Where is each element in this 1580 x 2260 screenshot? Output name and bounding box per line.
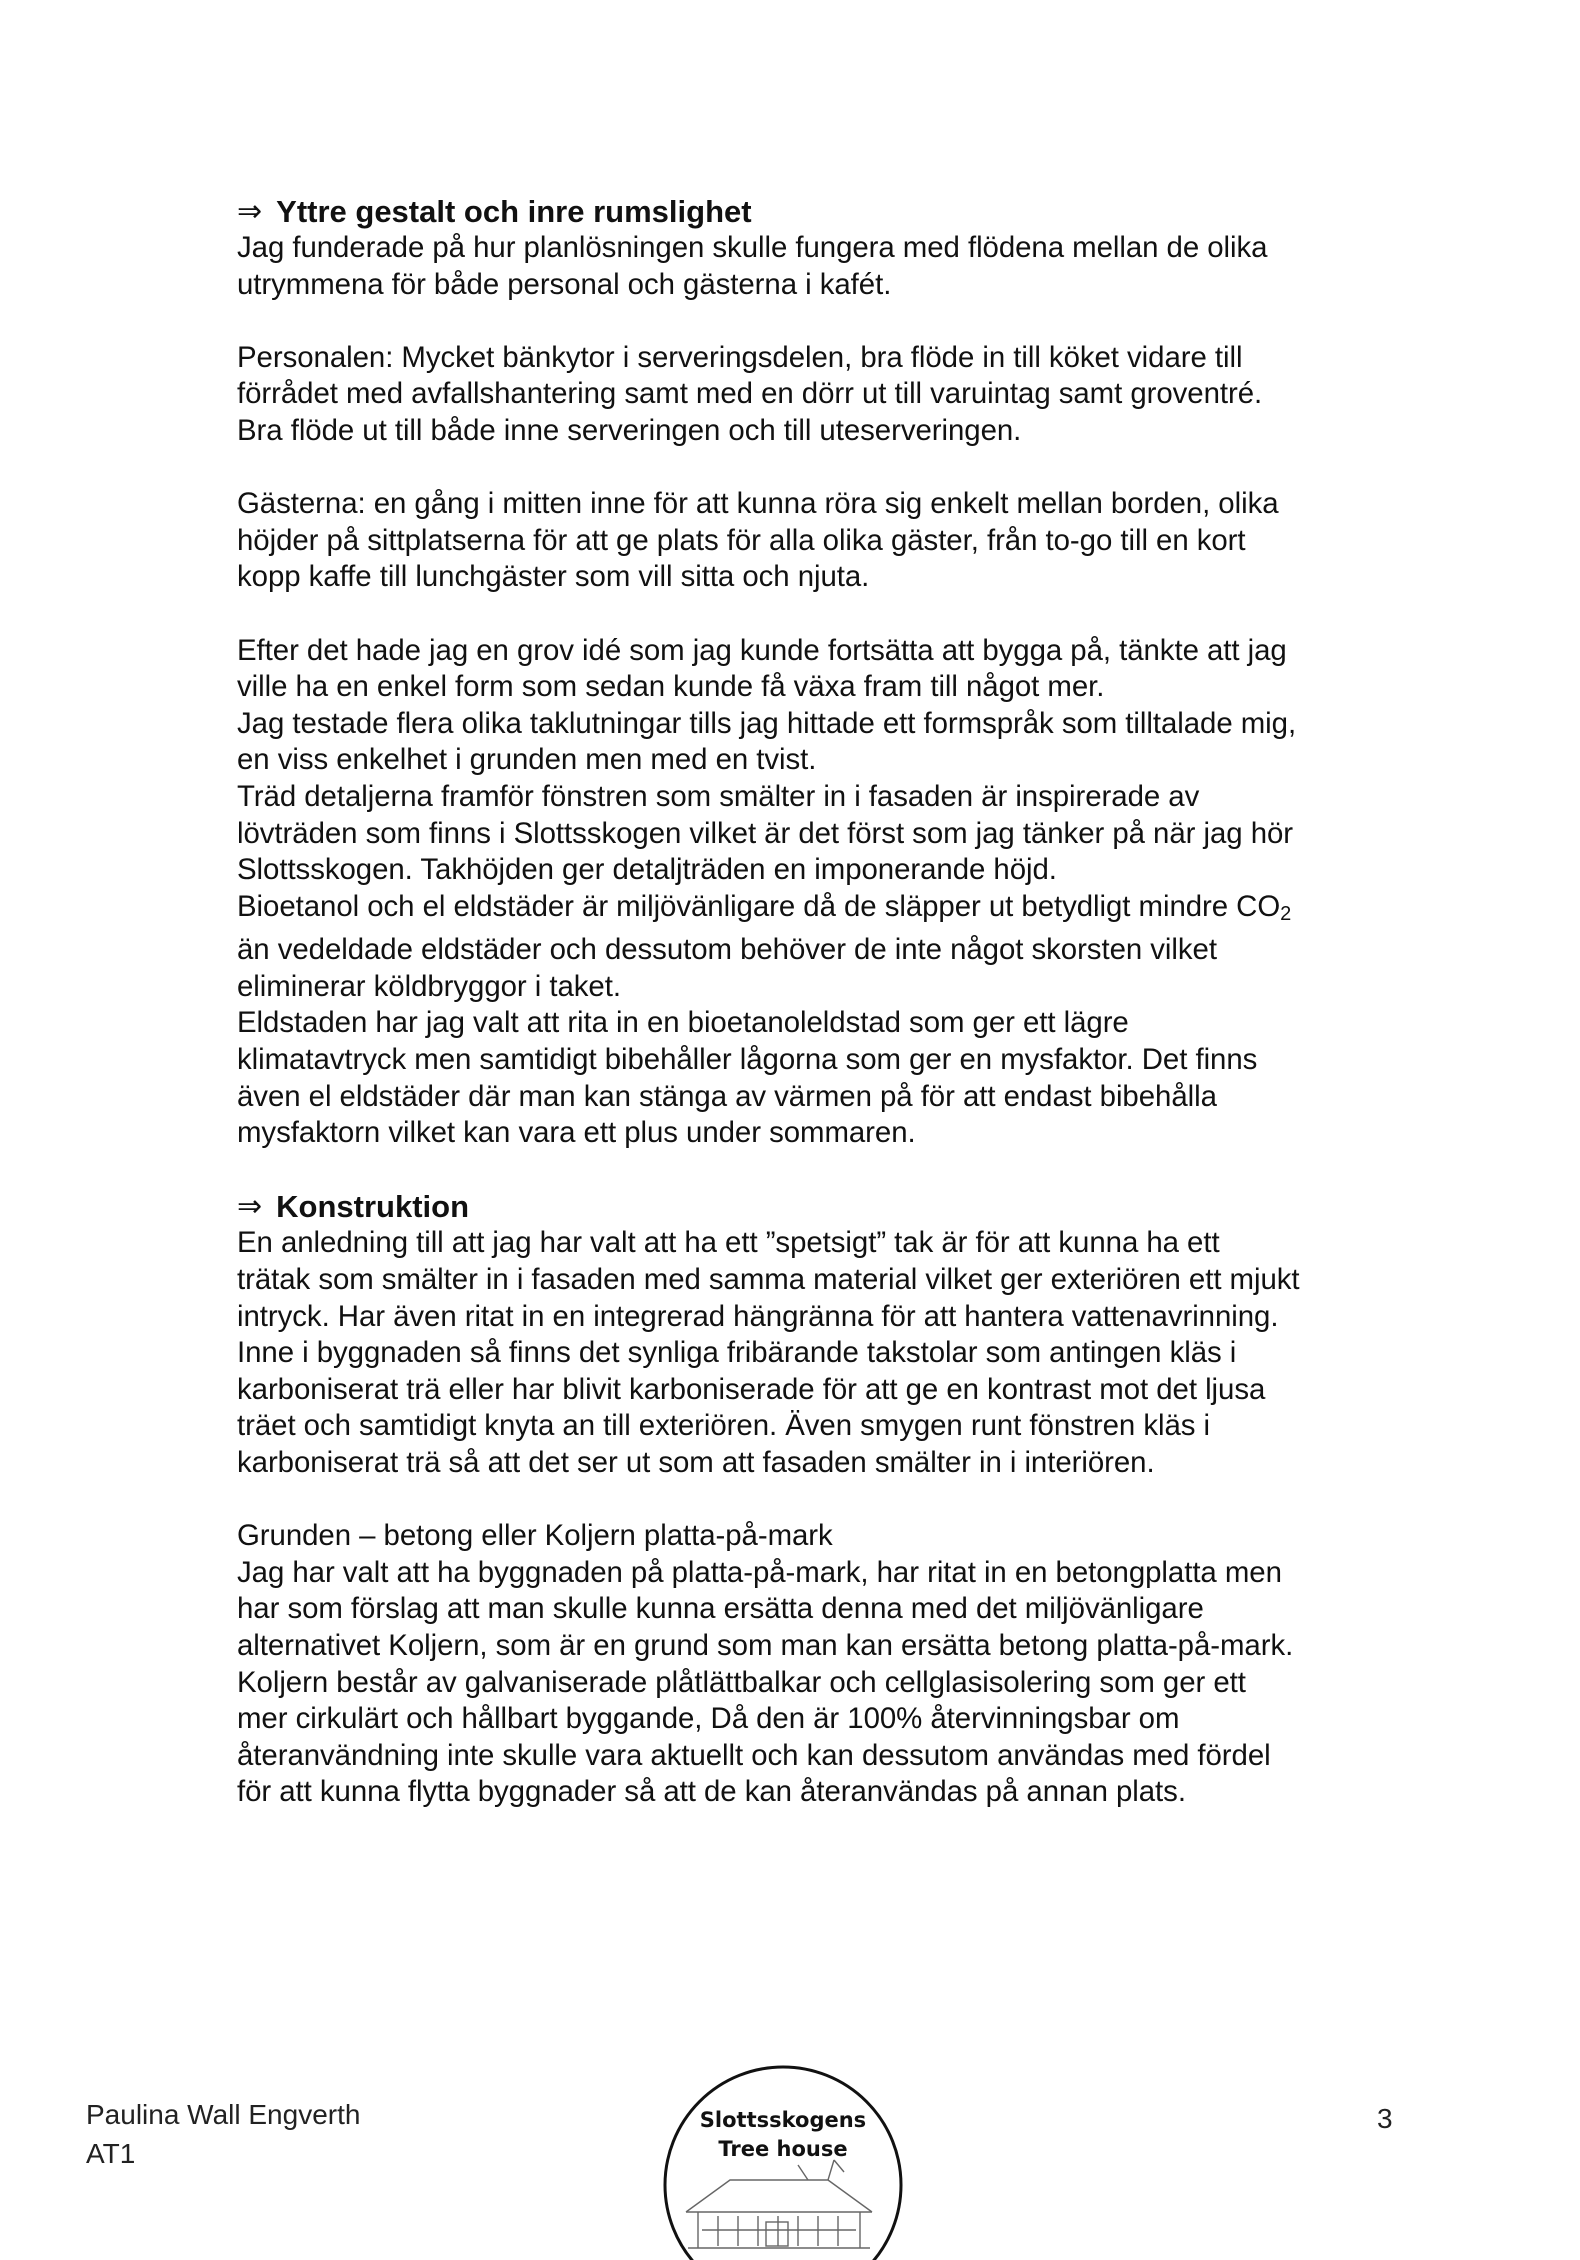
logo-title-line2: Tree house: [718, 2137, 848, 2161]
footer-course: AT1: [86, 2138, 136, 2169]
paragraph: Efter det hade jag en grov idé som jag kunde fortsätta att bygga på, tänkte att jag ville ha en enkel form som sedan kunde få växa fram till något mer. Jag testade flera olika taklutningar tills jag hittade ett formspråk som tilltalade mig, en viss enkelhet i grunden men med en tvist. Träd detaljerna framför fönstren som smälter in i fasaden är inspirerade av lövträden som finns i Slottsskogen vilket är det först som jag tänker på när jag hör Slottsskogen. Takhöjden ger detaljträden en imponerande höjd. Bioetanol och el eldstäder är miljövänligare då de släpper ut betydligt mindre $CO_2$ än vedeldade eldstäder och dessutom behöver de inte något skorsten vilket eliminerar köldbryggor i taket. Eldstaden har jag valt att rita in en bioetanoleldstad som ger ett lägre klimatavtryck men samtidigt bibehåller lågorna som ger en mysfaktor. Det finns även el eldstäder där man kan stänga av värmen på för att endast bibehålla mysfaktorn vilket kan vara ett plus under sommaren.: [237, 633, 1297, 1150]
subscript: 2: [1280, 902, 1292, 925]
document-body: [237, 193, 1417, 1811]
section-heading-konstruktion: ⇒ Konstruktion: [237, 1189, 470, 1225]
logo-title-line1: Slottsskogens: [699, 2108, 867, 2132]
page-number: 3: [1377, 2103, 1393, 2134]
arrow-right-icon: ⇒: [237, 1190, 263, 1224]
paragraph: En anledning till att jag har valt att ha ett ”spetsigt” tak är för att kunna ha ett trätak som smälter in i fasaden med samma material vilket ger exteriören ett mjukt intryck. Har även ritat in en integrerad hängränna för att hantera vattenavrinning. Inne i byggnaden så finns det synliga fribärande takstolar som antingen kläs i karboniserat trä eller har blivit karboniserade för att ge en kontrast mot det ljusa träet och samtidigt knyta an till exteriören. Även smygen runt fönstren kläs i karboniserat trä så att det ser ut som att fasaden smälter in i interiören.: [237, 1226, 1300, 1479]
tree-house-logo: [658, 2060, 908, 2260]
paragraph: Grunden – betong eller Koljern platta-på-mark Jag har valt att ha byggnaden på platta-på-mark, har ritat in en betongplatta men har som förslag att man skulle kunna ersätta denna med det miljövänligare alternativet Koljern, som är en grund som man kan ersätta betong platta-på-mark. Koljern består av galvaniserade plåtlättbalkar och cellglasisolering som ger ett mer cirkulärt och hållbart byggande, Då den är 100% återvinningsbar om återanvändning inte skulle vara aktuellt och kan dessutom användas med fördel för att kunna flytta byggnader så att de kan återanvändas på annan plats.: [237, 1519, 1294, 1809]
arrow-right-icon: ⇒: [237, 195, 263, 228]
paragraph: Gästerna: en gång i mitten inne för att kunna röra sig enkelt mellan borden, olika höjder på sittplatserna för att ge plats för alla olika gäster, från to-go till en kort kopp kaffe till lunchgäster som vill sitta och njuta.: [237, 487, 1279, 594]
section-heading-gestalt: ⇒ Yttre gestalt och inre rumslighet: [237, 194, 752, 229]
paragraph: Jag funderade på hur planlösningen skulle fungera med flödena mellan de olika utrymmena för både personal och gästerna i kafét.: [237, 231, 1268, 301]
footer-author: Paulina Wall Engverth: [86, 2099, 361, 2130]
footer-author-block: [86, 2095, 360, 2173]
paragraph: Personalen: Mycket bänkytor i serveringsdelen, bra flöde in till köket vidare till förrådet med avfallshantering samt med en dörr ut till varuintag samt groventré. Bra flöde ut till både inne serveringen och till uteserveringen.: [237, 340, 1263, 447]
